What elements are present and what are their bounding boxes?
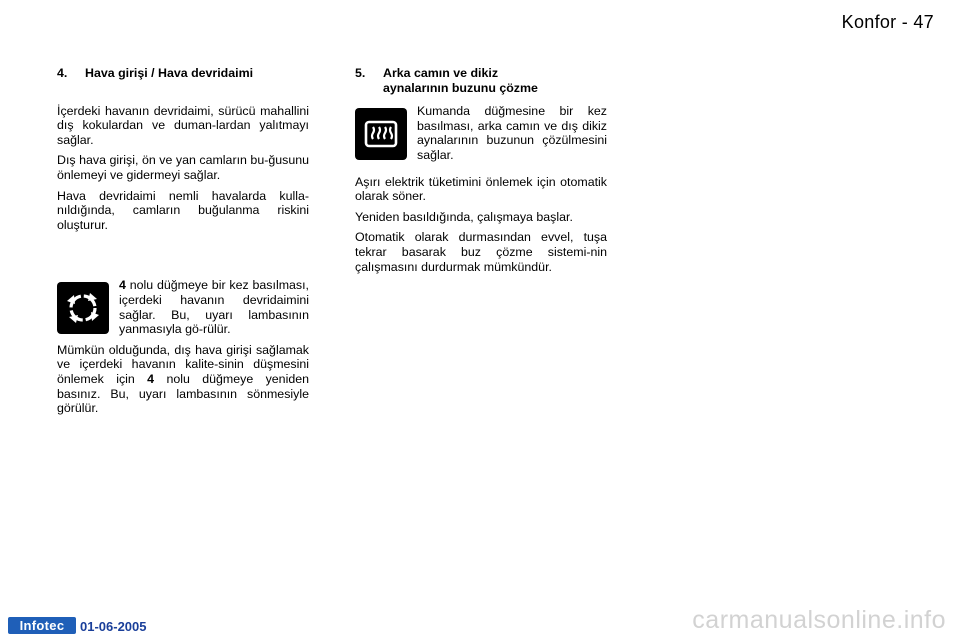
section-title: Hava girişi / Hava devridaimi <box>85 66 254 80</box>
section-rear-defrost <box>355 66 607 280</box>
recirculation-icon <box>57 282 109 334</box>
button-number: 4 <box>147 371 155 386</box>
paragraph-part: Mümkün olduğunda, dış hava girişi sağlamak ve içerdeki havanın kalite-sinin düşmesini önlemek için <box>57 342 309 386</box>
paragraph: Aşırı elektrik tüketimini önlemek için otomatik olarak söner. <box>355 174 607 204</box>
button-text: nolu düğmeye bir kez basılması, içerdeki havanın devridaimini sağlar. Bu, uyarı lambasının yanmasıyla gö-rülür. <box>119 278 309 337</box>
infotec-logo: Infotec <box>8 617 76 634</box>
paragraph: Otomatik olarak durmasından evvel, tuşa tekrar basarak buz çözme sistemi-nin çalışmasını durdurmak mümkündür. <box>355 230 607 274</box>
button-number: 4 <box>119 278 126 293</box>
section-title-line: aynalarının buzunu çözme <box>383 80 538 95</box>
button-text: Kumanda düğmesine bir kez basılması, arka camın ve dış dikiz aynalarının buzunun çözülmesini sağlar. <box>417 104 607 162</box>
section-air-recirculation <box>57 66 309 422</box>
paragraph: İçerdeki havanın devridaimi, sürücü mahallini dış kokulardan ve duman-lardan yalıtmayı sağlar. <box>57 103 309 147</box>
section-heading <box>355 66 607 95</box>
section-number: 4. <box>57 66 68 80</box>
page-title: Konfor - 47 <box>841 12 934 32</box>
paragraph <box>57 343 309 416</box>
section-heading <box>57 66 309 81</box>
watermark: carmanualsonline.info <box>692 606 946 634</box>
section-title-line: Arka camın ve dikiz <box>383 66 499 80</box>
paragraph: Yeniden basıldığında, çalışmaya başlar. <box>355 209 573 224</box>
footer-date: 01-06-2005 <box>80 619 147 634</box>
button-description <box>355 104 607 168</box>
button-description-text <box>119 278 309 336</box>
section-title-block <box>383 66 538 95</box>
rear-defrost-icon <box>355 108 407 160</box>
button-description <box>57 278 309 342</box>
section-number: 5. <box>355 66 366 80</box>
paragraph: Hava devridaimi nemli havalarda kulla-nıldığında, camların buğulanma riskini oluşturur. <box>57 188 309 232</box>
paragraph-part: nolu düğmeye yeniden basınız. Bu, uyarı lambasının sönmesiyle görülür. <box>57 371 309 416</box>
paragraph: Dış hava girişi, ön ve yan camların bu-ğusunu önlemeyi ve gidermeyi sağlar. <box>57 153 309 182</box>
